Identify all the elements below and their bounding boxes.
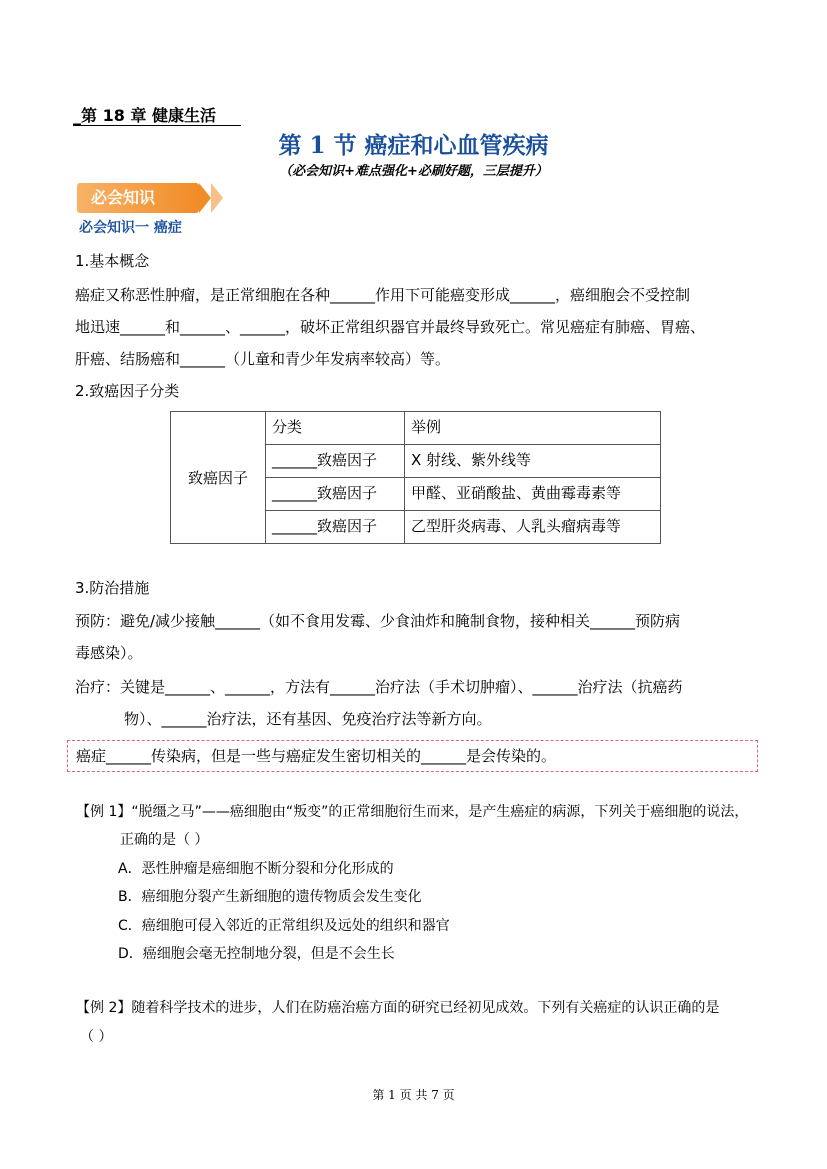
table-header: 举例: [405, 412, 661, 445]
carcinogen-table: [170, 411, 661, 544]
example-2-prompt: （ ）: [80, 1029, 113, 1045]
prevention-line-2: 毒感染）。: [75, 644, 143, 662]
example-1-option-a: A．恶性肿瘤是癌细胞不断分裂和分化形成的: [118, 861, 394, 877]
heading-basic-concept: 1.基本概念: [75, 252, 150, 270]
chevron-right-icon: [199, 183, 211, 213]
table-cell: 甲醛、亚硝酸盐、黄曲霉毒素等: [405, 478, 661, 511]
prevention-line-1: 预防：避免/减少接触______（如不食用发霉、少食油炸和腌制食物，接种相关______预防病: [75, 612, 681, 630]
example-1-question: 【例 1】“脱缰之马”——癌细胞由“叛变”的正常细胞衍生而来，是产生癌症的病源，下列关于癌细胞的说法，: [76, 804, 749, 820]
treatment-line-2: 物）、______治疗法，还有基因、免疫治疗法等新方向。: [124, 710, 492, 728]
table-cell: ______致癌因子: [266, 478, 405, 511]
note-text: 癌症______传染病，但是一些与癌症发生密切相关的______是会传染的。: [76, 747, 557, 765]
treatment-line-1: 治疗：关键是______、______，方法有______治疗法（手术切肿瘤）、______治疗法（抗癌药: [75, 678, 683, 696]
subtitle: （必会知识+难点强化+必刷好题，三层提升）: [279, 164, 548, 179]
heading-prevention-treatment: 3.防治措施: [75, 579, 150, 597]
knowledge-title: 必会知识一 癌症: [79, 220, 182, 236]
example-1-option-b: B．癌细胞分裂产生新细胞的遗传物质会发生变化: [118, 889, 422, 905]
section-title: 第 1 节 癌症和心血管疾病: [278, 132, 549, 159]
example-1-prompt: 正确的是（ ）: [120, 832, 209, 848]
table-cell: 乙型肝炎病毒、人乳头瘤病毒等: [405, 511, 661, 544]
table-cell: ______致癌因子: [266, 445, 405, 478]
concept-line-2: 地迅速______和______、______，破坏正常组织器官并最终导致死亡。常见癌症有肺癌、胃癌、: [75, 318, 706, 336]
table-cell: X 射线、紫外线等: [405, 445, 661, 478]
example-1-option-d: D．癌细胞会毫无控制地分裂，但是不会生长: [118, 946, 395, 962]
table-header: 分类: [266, 412, 405, 445]
concept-line-1: 癌症又称恶性肿瘤，是正常细胞在各种______作用下可能癌变形成______，癌细胞会不受控制: [75, 286, 691, 304]
page-footer: 第 1 页 共 7 页: [372, 1088, 455, 1102]
chevron-right-icon: [211, 183, 223, 213]
example-1-option-c: C．癌细胞可侵入邻近的正常组织及远处的组织和器官: [118, 918, 450, 934]
chapter-heading: _第 18 章 健康生活: [73, 106, 216, 125]
table-cell: ______致癌因子: [266, 511, 405, 544]
heading-carcinogen-types: 2.致癌因子分类: [75, 382, 180, 400]
table-row-label: 致癌因子: [171, 412, 266, 544]
must-know-banner: [77, 183, 199, 213]
example-2-question: 【例 2】随着科学技术的进步，人们在防癌治癌方面的研究已经初见成效。下列有关癌症的认识正确的是: [76, 1000, 720, 1016]
banner-label: 必会知识: [91, 188, 156, 207]
concept-line-3: 肝癌、结肠癌和______（儿童和青少年发病率较高）等。: [75, 350, 451, 368]
chapter-underline: [73, 125, 241, 126]
